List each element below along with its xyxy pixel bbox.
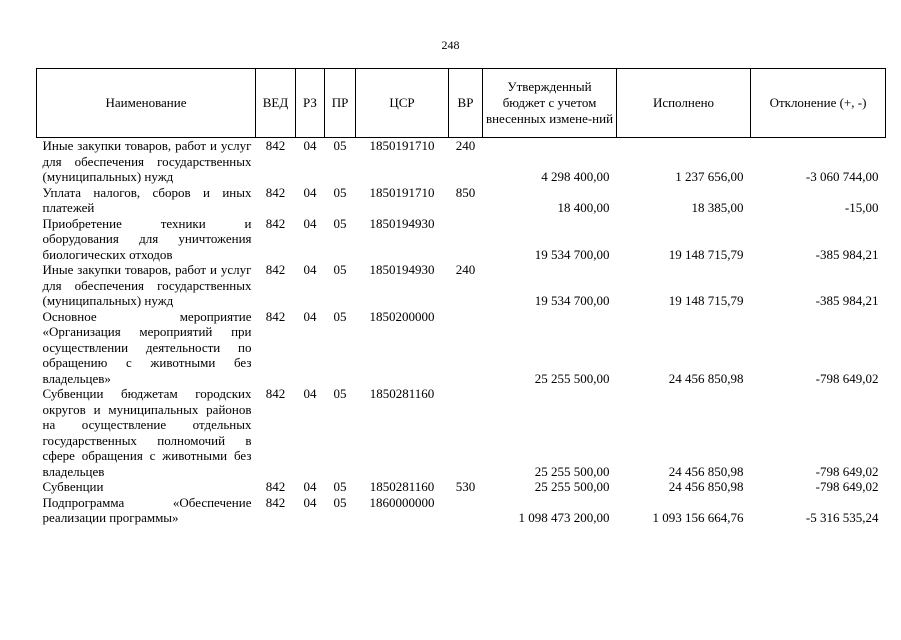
row-vr	[449, 309, 483, 387]
table-row	[37, 309, 886, 387]
row-rz: 04	[303, 479, 317, 494]
row-ved: 842	[265, 262, 286, 277]
table-row	[37, 216, 886, 263]
row-executed: 24 456 850,98	[668, 479, 744, 494]
header-deviation: Отклонение (+, -)	[751, 69, 886, 138]
row-deviation: -5 316 535,24	[805, 510, 879, 525]
row-pr: 05	[333, 262, 347, 277]
row-csr: 1850191710	[369, 184, 435, 200]
row-ved: 842	[265, 184, 286, 200]
row-vr: 850	[455, 184, 476, 200]
header-approved: Утвержденный бюджет с учетом внесенных измене-ний	[483, 69, 617, 138]
table-row	[37, 386, 886, 479]
row-deviation: -385 984,21	[815, 293, 879, 308]
row-ved: 842	[265, 386, 286, 401]
header-vr: ВР	[449, 69, 483, 138]
header-row	[37, 69, 886, 138]
table-row	[37, 185, 886, 216]
row-name: Приобретение техники и оборудования для уничтожения биологических отходов	[42, 215, 252, 262]
row-ved: 842	[265, 308, 286, 324]
row-vr: 240	[455, 138, 476, 153]
row-csr: 1860000000	[369, 494, 435, 510]
row-rz: 04	[303, 215, 317, 231]
page-number: 248	[441, 38, 460, 52]
row-executed: 1 093 156 664,76	[652, 510, 744, 525]
table-row	[37, 262, 886, 309]
row-deviation: -15,00	[844, 200, 879, 215]
row-rz: 04	[303, 184, 317, 200]
row-executed: 24 456 850,98	[668, 463, 744, 479]
row-pr: 05	[333, 494, 347, 510]
row-pr: 05	[333, 308, 347, 324]
table-body	[37, 138, 886, 526]
row-deviation: -798 649,02	[815, 479, 879, 494]
row-csr: 1850281160	[369, 386, 435, 401]
row-executed: 1 237 656,00	[675, 169, 744, 184]
row-csr: 1850194930	[369, 215, 435, 231]
table-row	[37, 479, 886, 495]
row-pr: 05	[333, 184, 347, 200]
row-pr: 05	[333, 479, 347, 494]
header-rz: РЗ	[296, 69, 325, 138]
row-executed: 24 456 850,98	[668, 370, 744, 386]
row-approved: 4 298 400,00	[541, 169, 610, 184]
header-csr: ЦСР	[356, 69, 449, 138]
row-csr: 1850191710	[369, 138, 435, 153]
header-executed: Исполнено	[617, 69, 751, 138]
row-rz: 04	[303, 494, 317, 510]
row-rz: 04	[303, 138, 317, 153]
row-name: Уплата налогов, сборов и иных платежей	[42, 184, 252, 215]
row-deviation: -798 649,02	[815, 463, 879, 479]
row-name: Иные закупки товаров, работ и услуг для обеспечения государственных (муниципальных) нужд	[42, 262, 252, 308]
row-approved: 19 534 700,00	[534, 246, 610, 262]
row-executed: 18 385,00	[691, 200, 744, 215]
row-csr: 1850194930	[369, 262, 435, 277]
row-deviation: -798 649,02	[815, 370, 879, 386]
budget-table	[36, 68, 886, 526]
row-vr: 240	[455, 262, 476, 277]
row-ved: 842	[265, 494, 286, 510]
row-vr	[449, 495, 483, 526]
row-pr: 05	[333, 386, 347, 401]
row-ved: 842	[265, 215, 286, 231]
row-ved: 842	[265, 138, 286, 153]
row-approved: 25 255 500,00	[534, 463, 610, 479]
row-rz: 04	[303, 386, 317, 401]
row-executed: 19 148 715,79	[668, 293, 744, 308]
row-rz: 04	[303, 262, 317, 277]
row-name: Подпрограмма «Обеспечение реализации программы»	[42, 494, 252, 525]
row-name: Основное мероприятие «Организация мероприятий при осуществлении деятельности по обращению с животными без владельцев»	[42, 308, 252, 386]
table-row	[37, 495, 886, 526]
row-rz: 04	[303, 308, 317, 324]
row-approved: 18 400,00	[557, 200, 610, 215]
header-pr: ПР	[325, 69, 356, 138]
row-vr	[449, 386, 483, 479]
row-pr: 05	[333, 138, 347, 153]
row-deviation: -3 060 744,00	[805, 169, 879, 184]
header-name: Наименование	[37, 69, 256, 138]
row-name: Субвенции	[42, 479, 104, 494]
row-executed: 19 148 715,79	[668, 246, 744, 262]
row-deviation: -385 984,21	[815, 246, 879, 262]
row-pr: 05	[333, 215, 347, 231]
row-csr: 1850281160	[369, 479, 435, 494]
row-vr	[449, 216, 483, 263]
row-approved: 25 255 500,00	[534, 370, 610, 386]
row-csr: 1850200000	[369, 308, 435, 324]
row-name: Субвенции бюджетам городских округов и муниципальных районов на осуществление отдельных государственных полномочий в сфере обращения с животными без владельцев	[42, 386, 252, 479]
row-approved: 1 098 473 200,00	[518, 510, 610, 525]
table-row	[37, 138, 886, 185]
row-vr: 530	[455, 479, 476, 494]
row-approved: 19 534 700,00	[534, 293, 610, 308]
row-ved: 842	[265, 479, 286, 494]
row-name: Иные закупки товаров, работ и услуг для обеспечения государственных (муниципальных) нужд	[42, 138, 252, 184]
row-approved: 25 255 500,00	[534, 479, 610, 494]
header-ved: ВЕД	[256, 69, 296, 138]
